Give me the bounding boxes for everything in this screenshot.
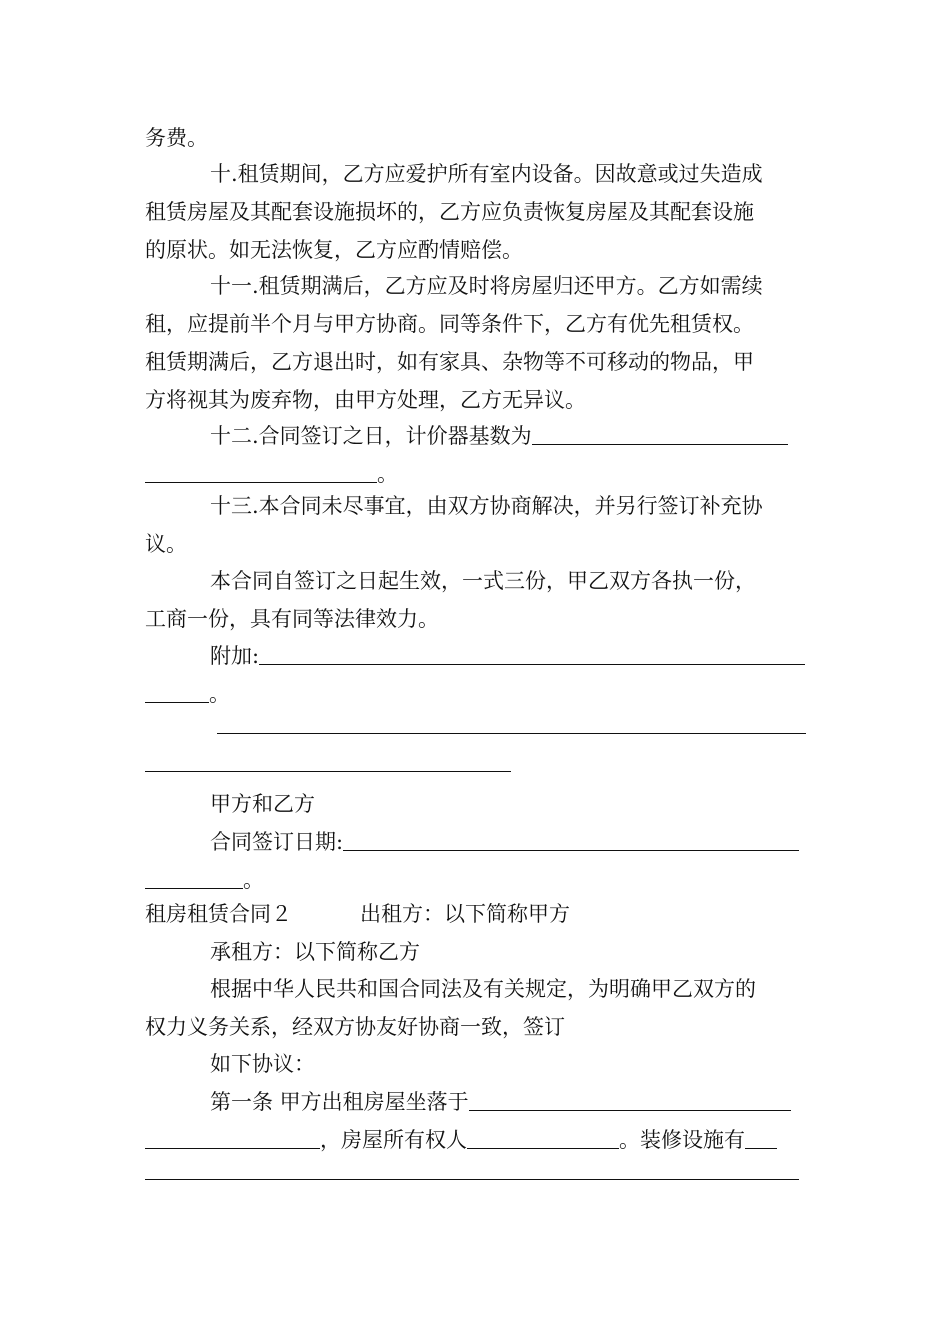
clause-10-line-3: 的原状。如无法恢复，乙方应酌情赔偿。 xyxy=(145,238,523,262)
preamble-line-2: 权力义务关系，经双方协友好协商一致，签订 xyxy=(145,1015,565,1039)
period-mark: 。 xyxy=(243,868,264,892)
clause-12-text: 十二.合同签订之日，计价器基数为 xyxy=(210,424,532,448)
clause-11-line-2: 租，应提前半个月与甲方协商。同等条件下，乙方有优先租赁权。 xyxy=(145,312,754,336)
appendix-line-2 xyxy=(145,675,230,713)
meter-base-blank xyxy=(532,422,788,445)
article-1-text: 第一条 甲方出租房屋坐落于 xyxy=(210,1090,469,1114)
meter-base-blank-cont xyxy=(145,460,377,483)
clause-12-line-1 xyxy=(210,417,788,455)
fixtures-label: 。装修设施有 xyxy=(619,1128,745,1152)
period-mark: 。 xyxy=(377,462,398,486)
sign-date-line-2 xyxy=(145,861,264,899)
sign-date-blank xyxy=(343,828,799,851)
owner-blank xyxy=(467,1126,619,1149)
appendix-blank xyxy=(259,642,805,665)
appendix-blank-cont xyxy=(145,680,209,703)
blank-rule xyxy=(145,771,511,772)
location-blank-cont xyxy=(145,1126,320,1149)
location-blank xyxy=(469,1088,791,1111)
article-1-line-1 xyxy=(210,1083,791,1121)
clause-10-line-1: 十.租赁期间，乙方应爱护所有室内设备。因故意或过失造成 xyxy=(210,162,763,186)
lessee-line: 承租方：以下简称乙方 xyxy=(210,940,420,964)
period-mark: 。 xyxy=(209,682,230,706)
clause-11-line-4: 方将视其为废弃物，由甲方处理，乙方无异议。 xyxy=(145,388,586,412)
clause-11-line-1: 十一.租赁期满后，乙方应及时将房屋归还甲方。乙方如需续 xyxy=(210,274,763,298)
effect-line-1: 本合同自签订之日起生效，一式三份，甲乙双方各执一份， xyxy=(210,569,756,593)
text-line: 务费。 xyxy=(145,126,208,150)
sign-date-label: 合同签订日期: xyxy=(210,830,344,854)
agreement-line: 如下协议： xyxy=(210,1052,315,1076)
sign-date-blank-cont xyxy=(145,866,243,889)
blank-rule xyxy=(145,1179,799,1180)
appendix-label: 附加: xyxy=(210,644,260,668)
clause-13-line-1: 十三.本合同未尽事宜，由双方协商解决，并另行签订补充协 xyxy=(210,494,763,518)
preamble-line-1: 根据中华人民共和国合同法及有关规定，为明确甲乙双方的 xyxy=(210,977,756,1001)
effect-line-2: 工商一份，具有同等法律效力。 xyxy=(145,607,439,631)
lessor-line: 出租方：以下简称甲方 xyxy=(360,902,570,926)
clause-11-line-3: 租赁期满后，乙方退出时，如有家具、杂物等不可移动的物品，甲 xyxy=(145,350,754,374)
blank-rule xyxy=(217,733,806,734)
clause-13-line-2: 议。 xyxy=(145,532,187,556)
parties-line: 甲方和乙方 xyxy=(210,792,315,816)
article-1-line-2 xyxy=(145,1121,777,1159)
contract-2-title: 租房租赁合同２ xyxy=(145,902,292,926)
clause-10-line-2: 租赁房屋及其配套设施损坏的，乙方应负责恢复房屋及其配套设施 xyxy=(145,200,754,224)
appendix-line-1 xyxy=(210,637,805,675)
fixtures-blank xyxy=(745,1126,777,1149)
sign-date-line-1 xyxy=(210,823,799,861)
owner-label: ，房屋所有权人 xyxy=(320,1128,467,1152)
